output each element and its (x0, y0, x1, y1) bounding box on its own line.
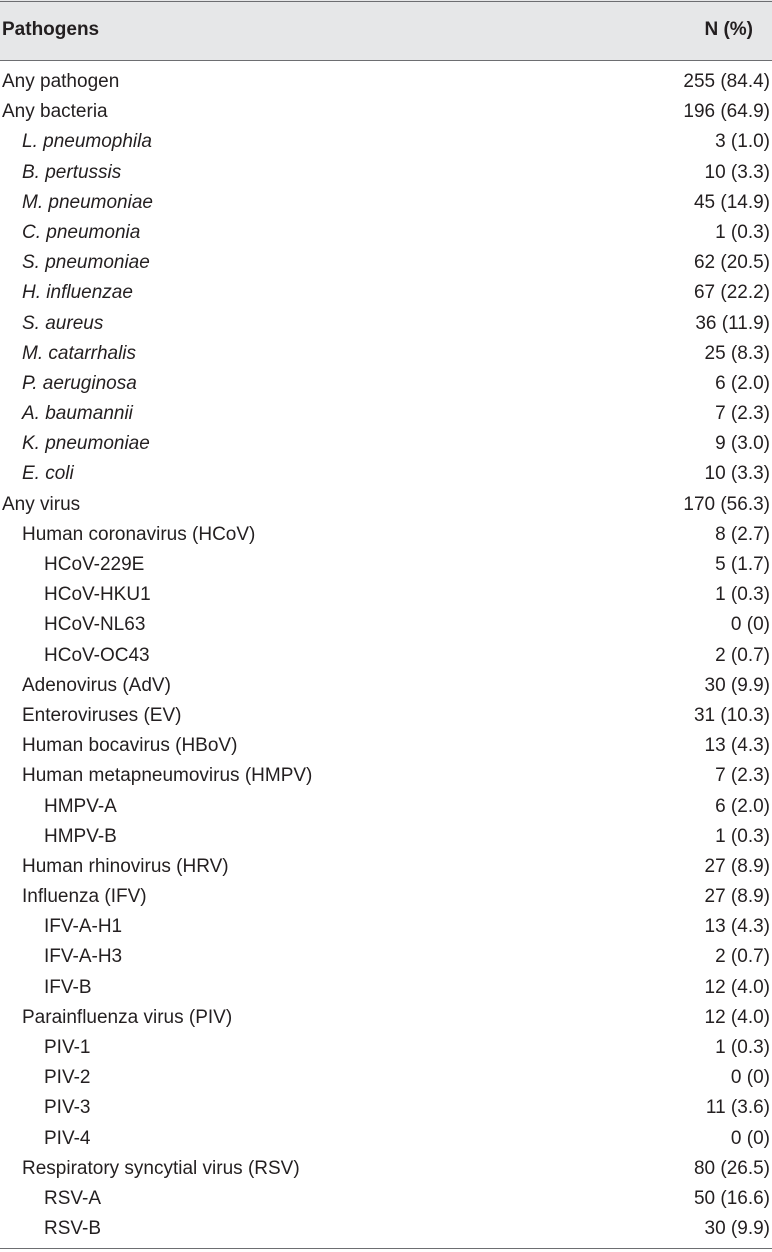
pathogen-count: 2 (0.7) (715, 946, 770, 968)
pathogen-label: L. pneumophila (22, 131, 152, 153)
table-row (0, 1063, 772, 1093)
pathogen-label: S. aureus (22, 312, 104, 334)
table-row (0, 671, 772, 701)
pathogen-count: 6 (2.0) (715, 372, 770, 394)
pathogen-count: 45 (14.9) (693, 191, 770, 213)
pathogen-label: H. influenzae (22, 282, 133, 304)
pathogen-count: 25 (8.3) (704, 342, 770, 364)
table-row (0, 792, 772, 822)
pathogen-label: HCoV-229E (44, 554, 145, 575)
pathogen-label: A. baumannii (22, 403, 133, 425)
pathogen-label: M. catarrhalis (22, 342, 137, 364)
pathogen-label: K. pneumoniae (22, 433, 150, 455)
pathogen-label: Any pathogen (2, 71, 120, 92)
pathogen-label: Influenza (IFV) (22, 886, 147, 908)
table-row (0, 369, 772, 399)
pathogen-label: IFV-A-H1 (44, 916, 123, 938)
pathogen-label: B. pertussis (22, 161, 122, 183)
pathogen-count: 1 (0.3) (715, 825, 770, 847)
pathogen-label: Parainfluenza virus (PIV) (22, 1006, 233, 1028)
table-row (0, 761, 772, 791)
table-row (0, 1093, 772, 1123)
pathogen-count: 30 (9.9) (704, 674, 770, 696)
table-body (0, 67, 772, 1244)
pathogen-count: 13 (4.3) (704, 735, 770, 757)
pathogen-count: 27 (8.9) (704, 855, 770, 877)
pathogen-count: 8 (2.7) (715, 523, 770, 545)
pathogen-label: HMPV-A (44, 795, 117, 817)
pathogen-count: 80 (26.5) (693, 1157, 770, 1179)
table-row (0, 641, 772, 671)
pathogen-count: 11 (3.6) (705, 1097, 770, 1119)
table-row (0, 701, 772, 731)
pathogen-count: 9 (3.0) (715, 433, 770, 455)
pathogen-count: 1 (0.3) (715, 221, 770, 243)
pathogen-label: PIV-3 (44, 1097, 91, 1119)
pathogen-label: Human metapneumovirus (HMPV) (22, 765, 313, 787)
pathogen-count: 196 (64.9) (683, 101, 770, 123)
bottom-rule (0, 1248, 772, 1249)
pathogen-count: 10 (3.3) (704, 161, 770, 183)
table-row (0, 309, 772, 339)
pathogen-label: S. pneumoniae (22, 252, 150, 274)
top-rule (0, 1, 772, 2)
pathogen-count: 170 (56.3) (683, 493, 770, 515)
pathogen-count: 0 (0) (730, 1127, 770, 1149)
table-row (0, 67, 772, 97)
pathogen-label: Human bocavirus (HBoV) (22, 735, 238, 757)
table-row (0, 97, 772, 127)
table-row (0, 1184, 772, 1214)
table-row (0, 490, 772, 520)
header-n-percent: N (%) (704, 19, 753, 40)
pathogen-label: Human rhinovirus (HRV) (22, 855, 229, 877)
pathogen-label: E. coli (22, 463, 74, 485)
pathogen-count: 6 (2.0) (715, 795, 770, 817)
pathogen-label: PIV-2 (44, 1067, 91, 1089)
table-row (0, 610, 772, 640)
table-row (0, 218, 772, 248)
pathogen-count: 12 (4.0) (704, 1006, 770, 1028)
pathogen-label: C. pneumonia (22, 221, 141, 243)
table-row (0, 550, 772, 580)
table-row (0, 459, 772, 489)
table-row (0, 278, 772, 308)
table-row (0, 822, 772, 852)
table-row (0, 1154, 772, 1184)
table-row (0, 399, 772, 429)
pathogen-label: IFV-B (44, 976, 92, 998)
table-row (0, 580, 772, 610)
table-row (0, 248, 772, 278)
table-row (0, 882, 772, 912)
table-row (0, 1124, 772, 1154)
pathogen-label: IFV-A-H3 (44, 946, 123, 968)
pathogen-count: 3 (1.0) (715, 131, 770, 153)
table-row (0, 127, 772, 157)
pathogen-count: 255 (84.4) (683, 71, 770, 92)
pathogen-count: 50 (16.6) (693, 1187, 770, 1209)
pathogen-count: 7 (2.3) (715, 765, 770, 787)
pathogen-count: 2 (0.7) (715, 644, 770, 666)
pathogen-count: 62 (20.5) (693, 252, 770, 274)
pathogen-label: PIV-1 (44, 1037, 91, 1058)
pathogen-count: 5 (1.7) (715, 554, 770, 575)
pathogen-count: 36 (11.9) (695, 312, 770, 334)
table-row (0, 942, 772, 972)
table-row (0, 429, 772, 459)
pathogen-label: PIV-4 (44, 1127, 91, 1149)
pathogen-label: HMPV-B (44, 825, 117, 847)
pathogen-label: P. aeruginosa (22, 372, 137, 394)
pathogen-count: 7 (2.3) (715, 403, 770, 425)
pathogen-count: 27 (8.9) (704, 886, 770, 908)
table-row (0, 1033, 772, 1063)
table-header-row (0, 0, 772, 60)
header-pathogens: Pathogens (2, 19, 100, 40)
pathogen-label: Adenovirus (AdV) (22, 674, 171, 696)
pathogen-count: 31 (10.3) (693, 704, 770, 726)
pathogen-label: HCoV-HKU1 (44, 584, 151, 606)
table-row (0, 731, 772, 761)
pathogen-label: RSV-B (44, 1218, 102, 1240)
pathogen-label: Any bacteria (2, 101, 108, 123)
pathogen-label: Human coronavirus (HCoV) (22, 523, 256, 545)
pathogen-count: 0 (0) (730, 614, 770, 636)
pathogen-count: 1 (0.3) (715, 584, 770, 606)
pathogen-count: 30 (9.9) (704, 1218, 770, 1240)
pathogen-count: 0 (0) (730, 1067, 770, 1089)
pathogen-label: Respiratory syncytial virus (RSV) (22, 1157, 300, 1179)
table-row (0, 973, 772, 1003)
table-row (0, 520, 772, 550)
pathogen-label: HCoV-OC43 (44, 644, 150, 666)
table-row (0, 1003, 772, 1033)
table-row (0, 339, 772, 369)
pathogen-label: Any virus (2, 493, 81, 515)
pathogen-count: 13 (4.3) (704, 916, 770, 938)
pathogen-label: M. pneumoniae (22, 191, 153, 213)
pathogen-label: HCoV-NL63 (44, 614, 146, 636)
pathogen-label: Enteroviruses (EV) (22, 704, 182, 726)
table-row (0, 1214, 772, 1244)
pathogen-count: 12 (4.0) (704, 976, 770, 998)
table-row (0, 158, 772, 188)
table-row (0, 852, 772, 882)
pathogen-count: 67 (22.2) (693, 282, 770, 304)
pathogen-label: RSV-A (44, 1187, 102, 1209)
table-row (0, 188, 772, 218)
header-rule (0, 60, 772, 61)
table-row (0, 912, 772, 942)
pathogen-count: 1 (0.3) (715, 1037, 770, 1058)
pathogen-count: 10 (3.3) (704, 463, 770, 485)
